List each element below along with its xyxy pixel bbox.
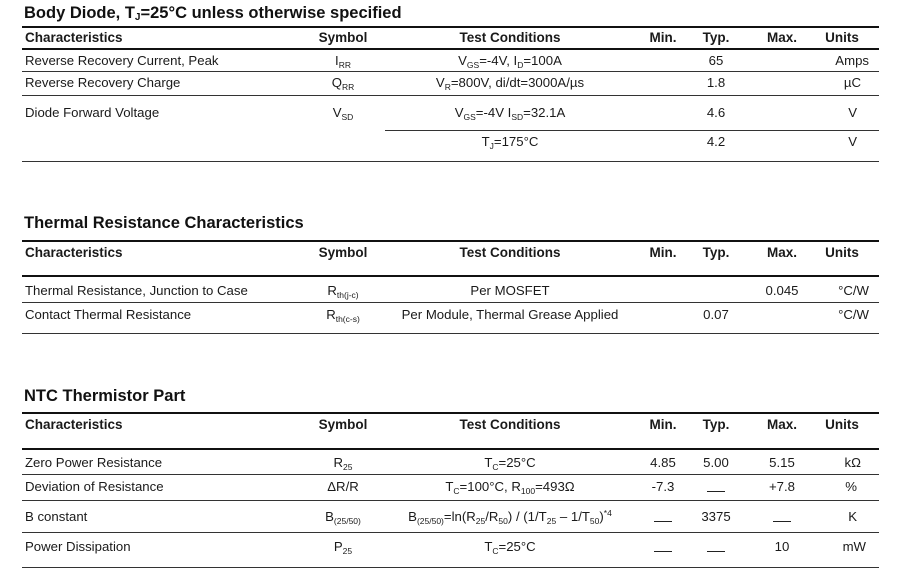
header-max: Max. [766, 245, 798, 260]
header-test-conditions: Test Conditions [459, 417, 561, 432]
row-max: 10 [774, 539, 790, 554]
row-name: Power Dissipation [25, 539, 131, 554]
dash-mark [654, 509, 672, 522]
header-bottom-border [22, 48, 879, 50]
row-units: V [848, 134, 857, 149]
row-partial-divider [385, 130, 879, 131]
row-min-dash [654, 539, 672, 556]
row-max: +7.8 [768, 479, 796, 494]
title-text: Body Diode, T [24, 4, 135, 22]
row-test-condition: $T_C=25^\circ C$ [484, 455, 536, 472]
row-divider [22, 302, 879, 303]
row-max: 0.045 [765, 283, 799, 298]
row-test-condition: $B_{(25/50)}=\ln(R_{25}/R_{50}) / (1/T_{25} - 1/T_{50})^{*4}$ [408, 508, 612, 526]
row-test-condition: $T_C=100^\circ C$, $R_{100}=493\Omega$ [445, 479, 575, 496]
header-max: Max. [766, 417, 798, 432]
row-name: Diode Forward Voltage [25, 105, 160, 120]
section-title-body-diode [24, 4, 402, 23]
header-units: Units [825, 245, 859, 260]
row-units: V [848, 105, 857, 120]
row-typ: 0.07 [703, 307, 729, 322]
table-top-border [22, 412, 879, 414]
row-units: mW [842, 539, 866, 554]
row-units: % [845, 479, 857, 494]
row-symbol: $R_{th(c-s)}$ [326, 307, 360, 324]
row-symbol: $I_{RR}$ [335, 53, 351, 70]
row-symbol: $P_{25}$ [333, 539, 353, 556]
row-divider [22, 474, 879, 475]
row-min-dash [654, 509, 672, 526]
section-title-ntc: NTC Thermistor Part [24, 387, 186, 405]
row-typ: 1.8 [706, 75, 726, 90]
row-name: Zero Power Resistance [25, 455, 163, 470]
table-bottom-border [22, 567, 879, 568]
row-symbol: $V_{SD}$ [332, 105, 354, 122]
header-typ: Typ. [702, 245, 730, 260]
row-test-condition: $T_C=25^\circ C$ [484, 539, 536, 556]
header-test-conditions: Test Conditions [459, 30, 561, 45]
row-typ: 4.6 [706, 105, 726, 120]
header-symbol: Symbol [318, 245, 368, 260]
row-units: kΩ [844, 455, 861, 470]
row-test-condition: Per Module, Thermal Grease Applied [401, 307, 619, 322]
dash-mark [707, 479, 725, 492]
row-symbol: ΔR/R [327, 479, 359, 494]
header-typ: Typ. [702, 417, 730, 432]
header-characteristics: Characteristics [25, 245, 123, 260]
header-symbol: Symbol [318, 30, 368, 45]
row-typ: 65 [708, 53, 724, 68]
row-typ-dash [707, 539, 725, 556]
header-bottom-border [22, 448, 879, 450]
header-max: Max. [766, 30, 798, 45]
row-name: Contact Thermal Resistance [25, 307, 192, 322]
header-min: Min. [649, 417, 677, 432]
row-test-condition: $V_{GS}=-4V$, $I_D=100A$ [458, 53, 562, 70]
header-typ: Typ. [702, 30, 730, 45]
row-divider [22, 71, 879, 72]
table-bottom-border [22, 333, 879, 334]
row-symbol: $R_{25}$ [333, 455, 353, 472]
header-symbol: Symbol [318, 417, 368, 432]
row-name: Deviation of Resistance [25, 479, 164, 494]
row-typ: 4.2 [706, 134, 726, 149]
row-typ: 5.00 [703, 455, 729, 470]
header-min: Min. [649, 245, 677, 260]
row-units: Amps [835, 53, 869, 68]
title-text-2: =25°C unless otherwise specified [140, 4, 402, 22]
row-max: 5.15 [769, 455, 795, 470]
row-name: Reverse Recovery Current, Peak [25, 53, 219, 68]
title-sub: J [134, 12, 141, 23]
header-characteristics: Characteristics [25, 30, 123, 45]
row-units: K [848, 509, 857, 524]
row-name: Thermal Resistance, Junction to Case [25, 283, 248, 298]
row-typ: 3375 [701, 509, 731, 524]
row-symbol: $R_{th(j-c)}$ [327, 283, 359, 300]
row-test-condition: $V_{GS}=-4V$ $I_{SD}=32.1A$ [454, 105, 566, 122]
table-bottom-border [22, 161, 879, 162]
row-min: -7.3 [651, 479, 675, 494]
row-max-dash [773, 509, 791, 526]
dash-mark [773, 509, 791, 522]
row-typ-dash [707, 479, 725, 496]
row-divider [22, 532, 879, 533]
row-test-condition: $T_J=175^\circ C$ [481, 134, 539, 151]
header-units: Units [825, 30, 859, 45]
header-units: Units [825, 417, 859, 432]
header-test-conditions: Test Conditions [459, 245, 561, 260]
row-units: µC [843, 75, 861, 90]
header-min: Min. [649, 30, 677, 45]
table-top-border [22, 240, 879, 242]
row-divider [22, 95, 879, 96]
row-name: B constant [25, 509, 88, 524]
row-symbol: $Q_{RR}$ [331, 75, 355, 92]
row-units: °C/W [838, 283, 869, 298]
dash-mark [654, 539, 672, 552]
row-min: 4.85 [650, 455, 676, 470]
header-bottom-border [22, 275, 879, 277]
header-characteristics: Characteristics [25, 417, 123, 432]
row-symbol: $B_{(25/50)}$ [325, 509, 361, 526]
dash-mark [707, 539, 725, 552]
section-title-thermal: Thermal Resistance Characteristics [24, 214, 304, 232]
row-test-condition: Per MOSFET [470, 283, 550, 298]
row-test-condition: $V_R=800V$, di/dt=3000A/µs [435, 75, 585, 92]
row-divider [22, 500, 879, 501]
table-top-border [22, 26, 879, 28]
row-name: Reverse Recovery Charge [25, 75, 181, 90]
row-units: °C/W [838, 307, 869, 322]
